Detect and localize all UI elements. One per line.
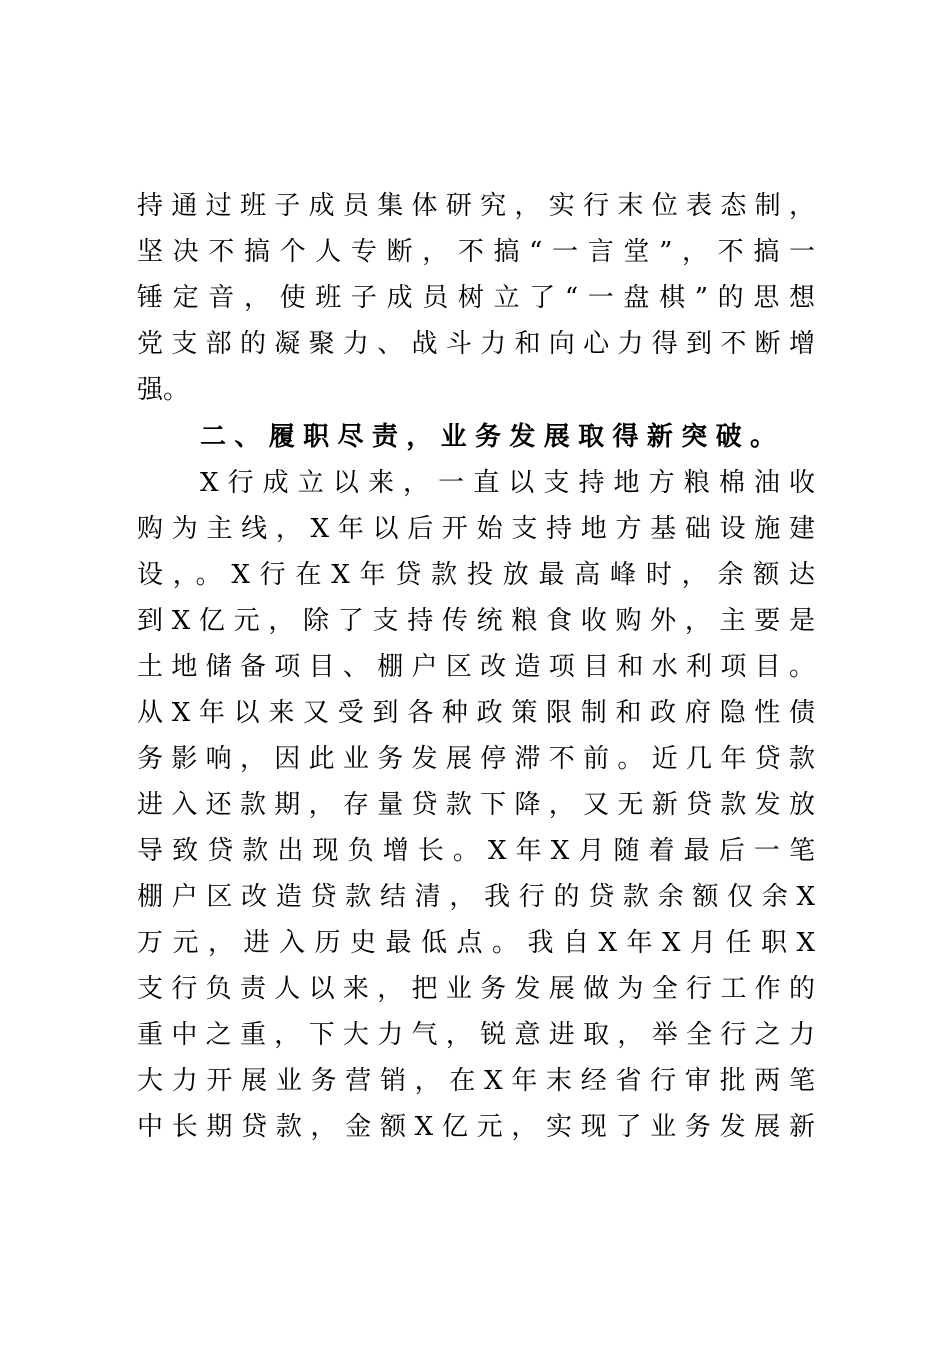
para2-line-10: 棚户区改造贷款结清，我行的贷款余额仅余X xyxy=(137,882,815,912)
para2-line-8: 进入还款期，存量贷款下降，又无新贷款发放 xyxy=(137,790,815,820)
para2-line-6: 从X年以来又受到各种政策限制和政府隐性债 xyxy=(137,698,815,728)
para1-line-3: 锤定音，使班子成员树立了“一盘棋”的思想 xyxy=(137,283,815,313)
para2-line-4: 到X亿元，除了支持传统粮食收购外，主要是 xyxy=(137,606,815,636)
para1-line-2: 坚决不搞个人专断，不搞“一言堂”，不搞一 xyxy=(137,237,815,267)
para2-line-15: 中长期贷款，金额X亿元，实现了业务发展新 xyxy=(137,1112,815,1142)
para2-line-1: X行成立以来，一直以支持地方粮棉油收 xyxy=(200,468,815,498)
para1-line-4: 党支部的凝聚力、战斗力和向心力得到不断增 xyxy=(137,329,815,359)
para2-line-7: 务影响，因此业务发展停滞不前。近几年贷款 xyxy=(137,744,815,774)
section-heading: 二、履职尽责，业务发展取得新突破。 xyxy=(200,422,776,452)
para2-line-5: 土地储备项目、棚户区改造项目和水利项目。 xyxy=(137,652,815,682)
para2-line-11: 万元，进入历史最低点。我自X年X月任职X xyxy=(137,928,815,958)
para2-line-2: 购为主线，X年以后开始支持地方基础设施建 xyxy=(137,514,815,544)
para1-line-1: 持通过班子成员集体研究，实行末位表态制， xyxy=(137,191,815,221)
para2-line-14: 大力开展业务营销，在X年末经省行审批两笔 xyxy=(137,1066,815,1096)
para2-line-13: 重中之重，下大力气，锐意进取，举全行之力 xyxy=(137,1020,815,1050)
para2-line-9: 导致贷款出现负增长。X年X月随着最后一笔 xyxy=(137,836,815,866)
para1-line-5: 强。 xyxy=(137,375,190,405)
para2-line-3: 设，。X行在X年贷款投放最高峰时，余额达 xyxy=(137,560,815,590)
para2-line-12: 支行负责人以来，把业务发展做为全行工作的 xyxy=(137,974,815,1004)
